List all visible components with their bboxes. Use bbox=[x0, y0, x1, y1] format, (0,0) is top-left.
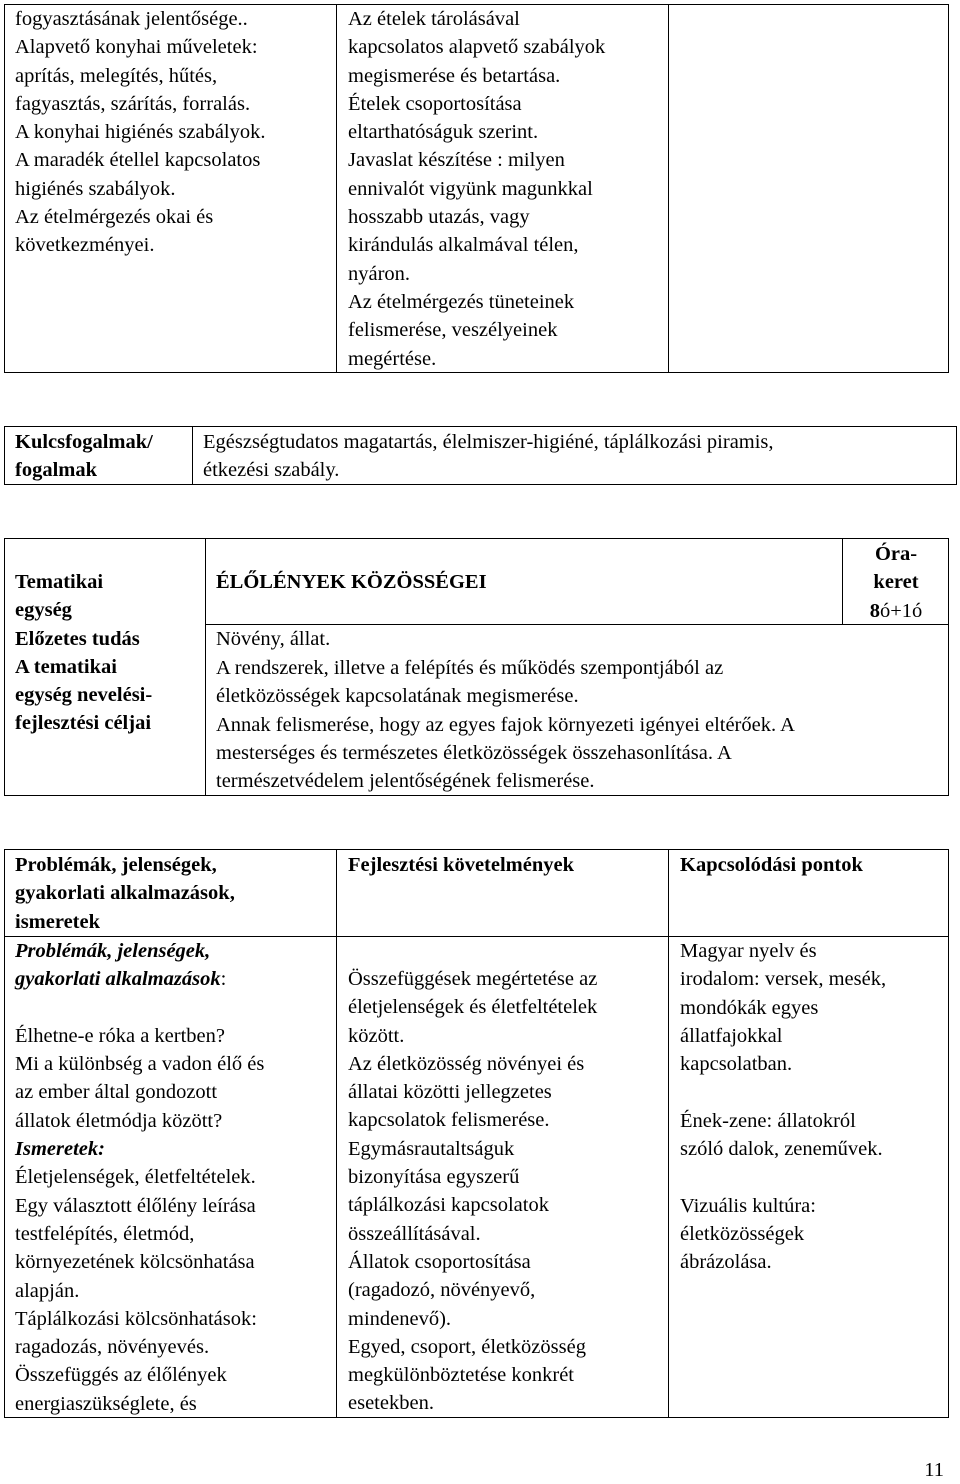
hours-label-line: keret bbox=[873, 571, 919, 594]
header-connections: Kapcsolódási pontok bbox=[680, 854, 863, 876]
header-line: Problémák, jelenségek, bbox=[15, 854, 217, 876]
knowledge-line: környezetének kölcsönhatása bbox=[15, 1251, 255, 1274]
text-line: Javaslat készítése : milyen bbox=[348, 149, 565, 172]
requirement-line: között. bbox=[348, 1024, 405, 1047]
text-line: felismerése, veszélyeinek bbox=[348, 319, 558, 342]
text-line: kirándulás alkalmával télen, bbox=[348, 234, 579, 257]
text-line: A konyhai higiénés szabályok. bbox=[15, 121, 266, 144]
text-line: nyáron. bbox=[348, 262, 411, 285]
label-line: fogalmak bbox=[15, 459, 97, 482]
requirement-line: megkülönböztetése konkrét bbox=[348, 1364, 575, 1387]
header-line: ismeretek bbox=[15, 910, 101, 933]
key-concepts-text bbox=[203, 428, 953, 485]
unit-hours-divider bbox=[842, 538, 843, 624]
text-line: fogyasztásának jelentősége.. bbox=[15, 8, 248, 30]
connection-line: szóló dalok, zeneművek. bbox=[680, 1138, 883, 1161]
header-problems bbox=[15, 851, 333, 936]
key-concepts-divider bbox=[192, 426, 193, 485]
text-line: Annak felismerése, hogy az egyes fajok környezeti igényei eltérőek. A bbox=[216, 713, 795, 736]
text-line: megértése. bbox=[348, 347, 437, 370]
connections-column bbox=[680, 937, 948, 1277]
main-table-divider-2 bbox=[668, 849, 669, 1418]
connection-line: Ének-zene: állatokról bbox=[680, 1109, 856, 1132]
text-line: életközösségek kapcsolatának megismerése. bbox=[216, 685, 579, 708]
label-line: egység bbox=[15, 599, 72, 622]
top-table-divider-1 bbox=[336, 4, 337, 373]
label-line: fejlesztési céljai bbox=[15, 712, 152, 735]
text-line: Az ételmérgezés tüneteinek bbox=[348, 290, 575, 313]
label-line: Tematikai bbox=[15, 571, 104, 593]
connection-line: kapcsolatban. bbox=[680, 1053, 793, 1076]
knowledge-line: ragadozás, növényevés. bbox=[15, 1336, 210, 1359]
requirement-line: táplálkozási kapcsolatok bbox=[348, 1194, 549, 1217]
prior-knowledge: Növény, állat. bbox=[216, 628, 331, 650]
text-line: Egészségtudatos magatartás, élelmiszer-higiéné, táplálkozási piramis, bbox=[203, 431, 774, 453]
requirement-line: Összefüggések megértetése az bbox=[348, 968, 598, 990]
problems-heading-line: Problémák, jelenségek, bbox=[15, 940, 211, 962]
requirement-line: kapcsolatok felismerése. bbox=[348, 1109, 550, 1132]
knowledge-line: Táplálkozási kölcsönhatások: bbox=[15, 1307, 257, 1330]
requirement-line: esetekben. bbox=[348, 1392, 434, 1415]
requirement-line: (ragadozó, növényevő, bbox=[348, 1279, 536, 1302]
connection-line: Magyar nyelv és bbox=[680, 940, 817, 962]
requirements-column bbox=[348, 965, 666, 1418]
problems-column bbox=[15, 937, 333, 1418]
text-line: Az ételek tárolásával bbox=[348, 8, 520, 30]
unit-table-divider bbox=[205, 538, 206, 796]
requirement-line: mindenevő). bbox=[348, 1307, 452, 1330]
requirement-line: Az életközösség növényei és bbox=[348, 1052, 585, 1075]
knowledge-line: Életjelenségek, életfeltételek. bbox=[15, 1166, 256, 1189]
connection-line: ábrázolása. bbox=[680, 1251, 772, 1274]
text-line: ennivalót vigyünk magunkkal bbox=[348, 177, 593, 200]
problems-heading-line: gyakorlati alkalmazások: bbox=[15, 968, 227, 991]
main-table-divider-1 bbox=[336, 849, 337, 1418]
requirement-line: Állatok csoportosítása bbox=[348, 1250, 531, 1273]
text-line: Alapvető konyhai műveletek: bbox=[15, 36, 258, 59]
connection-line: mondókák egyes bbox=[680, 996, 819, 1019]
knowledge-heading: Ismeretek: bbox=[15, 1138, 105, 1161]
top-table-col1 bbox=[15, 5, 333, 260]
text-line: étkezési szabály. bbox=[203, 459, 340, 482]
key-concepts-label bbox=[15, 428, 190, 485]
connection-line: Vizuális kultúra: bbox=[680, 1194, 816, 1217]
requirement-line: bizonyítása egyszerű bbox=[348, 1166, 520, 1189]
header-line: gyakorlati alkalmazások, bbox=[15, 882, 235, 905]
top-table-divider-2 bbox=[668, 4, 669, 373]
text-line: aprítás, melegítés, hűtés, bbox=[15, 64, 218, 87]
knowledge-line: Egy választott élőlény leírása bbox=[15, 1194, 256, 1217]
unit-title: ÉLŐLÉNYEK KÖZÖSSÉGEI bbox=[216, 571, 487, 593]
text-line: Az ételmérgezés okai és bbox=[15, 206, 214, 229]
hours-label-line: Óra- bbox=[874, 543, 918, 565]
requirement-line: életjelenségek és életfeltételek bbox=[348, 996, 598, 1019]
knowledge-line: testfelépítés, életmód, bbox=[15, 1222, 195, 1245]
problem-line: állatok életmódja között? bbox=[15, 1109, 223, 1132]
text-line: megismerése és betartása. bbox=[348, 64, 561, 87]
label-line: Kulcsfogalmak/ bbox=[15, 431, 153, 453]
problem-line: az ember által gondozott bbox=[15, 1081, 218, 1104]
text-line: kapcsolatos alapvető szabályok bbox=[348, 36, 606, 59]
connection-line: életközösségek bbox=[680, 1222, 805, 1245]
text-line: A maradék étellel kapcsolatos bbox=[15, 149, 261, 172]
header-requirements: Fejlesztési követelmények bbox=[348, 854, 574, 876]
knowledge-line: energiaszükséglete, és bbox=[15, 1392, 197, 1415]
knowledge-line: Összefüggés az élőlények bbox=[15, 1364, 227, 1387]
text-line: eltarthatóságuk szerint. bbox=[348, 121, 539, 144]
requirement-line: összeállításával. bbox=[348, 1222, 481, 1245]
text-line: természetvédelem jelentőségének felismerése. bbox=[216, 770, 595, 793]
label-line: Előzetes tudás bbox=[15, 627, 140, 650]
text-line: mesterséges és természetes életközösségek összehasonlítása. A bbox=[216, 741, 732, 764]
problem-line: Mi a különbség a vadon élő és bbox=[15, 1053, 265, 1076]
requirement-line: Egyed, csoport, életközösség bbox=[348, 1335, 586, 1358]
text-line: hosszabb utazás, vagy bbox=[348, 206, 530, 229]
unit-goals bbox=[216, 654, 946, 795]
connection-line: állatfajokkal bbox=[680, 1024, 783, 1047]
top-table-col2 bbox=[348, 5, 666, 373]
text-line: fagyasztás, szárítás, forralás. bbox=[15, 92, 251, 115]
requirement-line: állatai közötti jellegzetes bbox=[348, 1081, 552, 1104]
knowledge-line: alapján. bbox=[15, 1279, 80, 1302]
problem-line: Élhetne-e róka a kertben? bbox=[15, 1024, 226, 1047]
label-line: A tematikai bbox=[15, 655, 117, 678]
connection-line: irodalom: versek, mesék, bbox=[680, 968, 887, 991]
text-line: következményei. bbox=[15, 234, 155, 257]
label-line: egység nevelési- bbox=[15, 684, 153, 707]
requirement-line: Egymásrautaltságuk bbox=[348, 1137, 515, 1160]
page-number: 11 bbox=[924, 1459, 944, 1481]
text-line: Ételek csoportosítása bbox=[348, 92, 522, 115]
text-line: A rendszerek, illetve a felépítés és működés szempontjából az bbox=[216, 657, 724, 679]
unit-table-labels bbox=[15, 568, 203, 738]
text-line: higiénés szabályok. bbox=[15, 177, 176, 200]
unit-hours-value: 8ó+1ó bbox=[869, 600, 923, 622]
unit-hours-label bbox=[845, 540, 947, 597]
